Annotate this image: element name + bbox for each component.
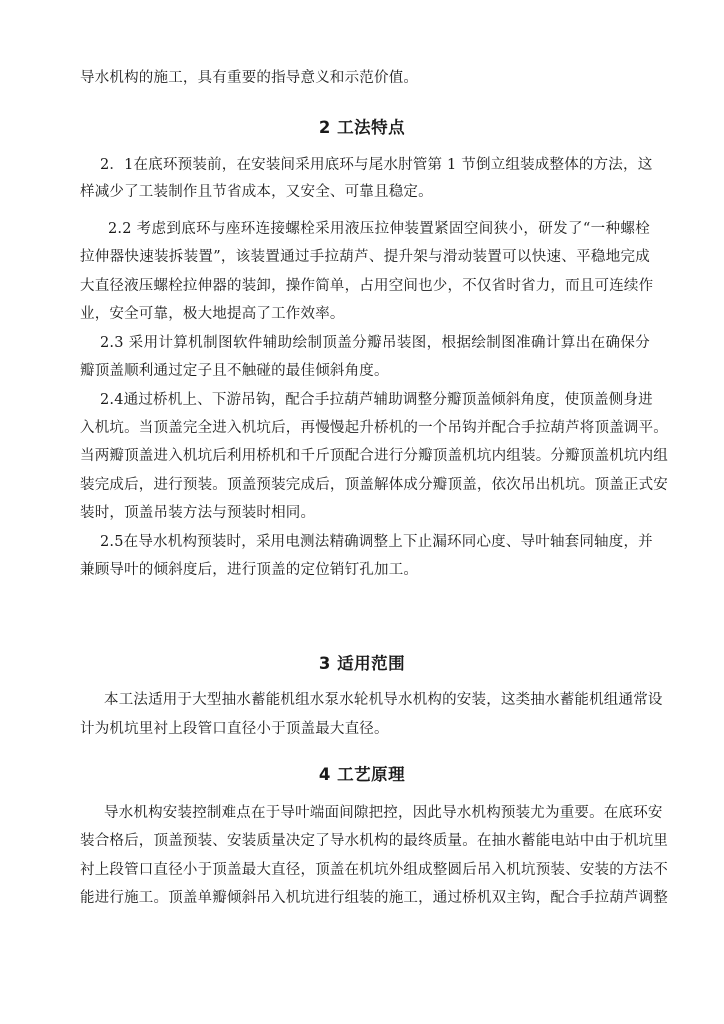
section-4-heading: 4 工艺原理 [318,765,406,784]
section-2-para-3-line-1: 2.3 采用计算机制图软件辅助绘制顶盖分瓣吊装图，根据绘制图准确计算出在确保分 [100,335,650,351]
section-3-para-1-line-2: 计为机坑里衬上段管口直径小于顶盖最大直径。 [80,721,389,737]
section-2-para-4-line-1: 2.4通过桥机上、下游吊钩，配合手拉葫芦辅助调整分瓣顶盖倾斜角度，使顶盖侧身进 [100,392,653,408]
section-4-para-1-line-2: 装合格后，顶盖预装、安装质量决定了导水机构的最终质量。在抽水蓄能电站中由于机坑里 [80,833,668,849]
section-2-para-2-line-1: 2.2 考虑到底环与座环连接螺栓采用液压拉伸装置紧固空间狭小，研发了“一种螺栓 [108,221,650,237]
section-3-heading: 3 适用范围 [318,654,406,673]
section-2-para-5-line-2: 兼顾导叶的倾斜度后，进行顶盖的定位销钉孔加工。 [80,562,419,578]
section-2-para-1-line-2: 样减少了工装制作且节省成本，又安全、可靠且稳定。 [80,184,433,200]
section-4-para-1-line-4: 能进行施工。顶盖单瓣倾斜吊入机坑进行组装的施工，通过桥机双主钩，配合手拉葫芦调整 [80,890,668,906]
intro-line: 导水机构的施工，具有重要的指导意义和示范价值。 [80,70,419,86]
section-3-para-1-line-1: 本工法适用于大型抽水蓄能机组水泵水轮机导水机构的安装，这类抽水蓄能机组通常设 [104,692,663,708]
section-2-para-4-line-2: 入机坑。当顶盖完全进入机坑后，再慢慢起升桥机的一个吊钩并配合手拉葫芦将顶盖调平。 [80,420,668,436]
section-2-para-3-line-2: 瓣顶盖顺利通过定子且不触碰的最佳倾斜角度。 [80,363,389,379]
section-2-para-2-line-3: 大直径液压螺栓拉伸器的装卸，操作简单，占用空间也少，不仅省时省力，而且可连续作 [80,278,654,294]
section-2-para-1-line-1: 2．1在底环预装前，在安装间采用底环与尾水肘管第 1 节倒立组装成整体的方法，这 [100,157,653,173]
section-2-para-2-line-2: 拉伸器快速装拆装置”，该装置通过手拉葫芦、提升架与滑动装置可以快速、平稳地完成 [80,249,650,265]
section-2-para-2-line-4: 业，安全可靠，极大地提高了工作效率。 [80,306,345,322]
section-4-para-1-line-3: 衬上段管口直径小于顶盖最大直径，顶盖在机坑外组成整圆后吊入机坑预装、安装的方法不 [80,862,668,878]
section-2-para-4-line-5: 装时，顶盖吊装方法与预装时相同。 [80,505,316,521]
section-2-heading: 2 工法特点 [318,118,406,137]
section-2-para-4-line-4: 装完成后，进行预装。顶盖预装完成后，顶盖解体成分瓣顶盖，依次吊出机坑。顶盖正式安 [80,477,668,493]
section-4-para-1-line-1: 导水机构安装控制难点在于导叶端面间隙把控，因此导水机构预装尤为重要。在底环安 [104,805,663,821]
section-2-para-4-line-3: 当两瓣顶盖进入机坑后利用桥机和千斤顶配合进行分瓣顶盖机坑内组装。分瓣顶盖机坑内组 [80,448,668,464]
section-2-para-5-line-1: 2.5在导水机构预装时，采用电测法精确调整上下止漏环同心度、导叶轴套同轴度，并 [100,534,653,550]
